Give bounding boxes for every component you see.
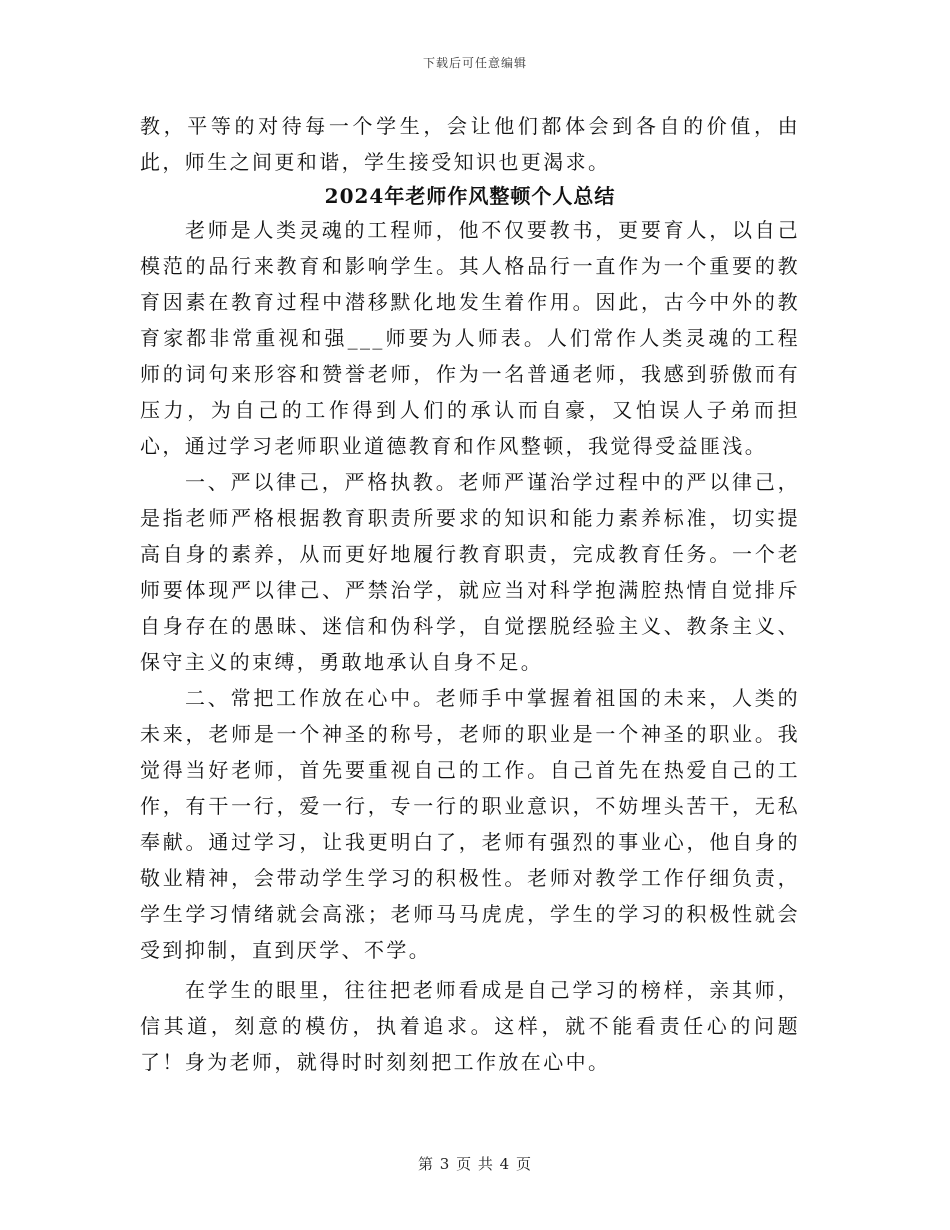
paragraph-closing: 在学生的眼里，往往把老师看成是自己学习的榜样，亲其师，信其道，刻意的模仿，执着追求。这样，就不能看责任心的问题了！身为老师，就得时时刻刻把工作放在心中。 bbox=[140, 978, 800, 1074]
paragraph-point-one: 一、严以律己，严格执教。老师严谨治学过程中的严以律己，是指老师严格根据教育职责所要求的知识和能力素养标准，切实提高自身的素养，从而更好地履行教育职责，完成教育任务。一个老师要体现严以律己、严禁治学，就应当对科学抱满腔热情自觉排斥自身存在的愚昧、迷信和伪科学，自觉摆脱经验主义、教条主义、保守主义的束缚，勇敢地承认自身不足。 bbox=[140, 470, 800, 674]
document-title: 2024年老师作风整顿个人总结 bbox=[324, 184, 616, 208]
page-header-note: 下载后可任意编辑 bbox=[422, 56, 527, 70]
page-number-footer: 第 3 页 共 4 页 bbox=[418, 1155, 532, 1173]
lead-paragraph: 教，平等的对待每一个学生，会让他们都体会到各自的价值，由此，师生之间更和谐，学生接受知识也更渴求。 bbox=[140, 114, 800, 174]
paragraph-point-two: 二、常把工作放在心中。老师手中掌握着祖国的未来，人类的未来，老师是一个神圣的称号，老师的职业是一个神圣的职业。我觉得当好老师，首先要重视自己的工作。自己首先在热爱自己的工作，有干一行，爱一行，专一行的职业意识，不妨埋头苦干，无私奉献。通过学习，让我更明白了，老师有强烈的事业心，他自身的敬业精神，会带动学生学习的积极性。老师对教学工作仔细负责，学生学习情绪就会高涨；老师马马虎虎，学生的学习的积极性就会受到抑制，直到厌学、不学。 bbox=[140, 686, 800, 962]
document-body bbox=[140, 108, 800, 1080]
paragraph-intro: 老师是人类灵魂的工程师，他不仅要教书，更要育人，以自己模范的品行来教育和影响学生。其人格品行一直作为一个重要的教育因素在教育过程中潜移默化地发生着作用。因此，古今中外的教育家都非常重视和强___师要为人师表。人们常作人类灵魂的工程师的词句来形容和赞誉老师，作为一名普通老师，我感到骄傲而有压力，为自己的工作得到人们的承认而自豪，又怕误人子弟而担心，通过学习老师职业道德教育和作风整顿，我觉得受益匪浅。 bbox=[140, 218, 800, 458]
